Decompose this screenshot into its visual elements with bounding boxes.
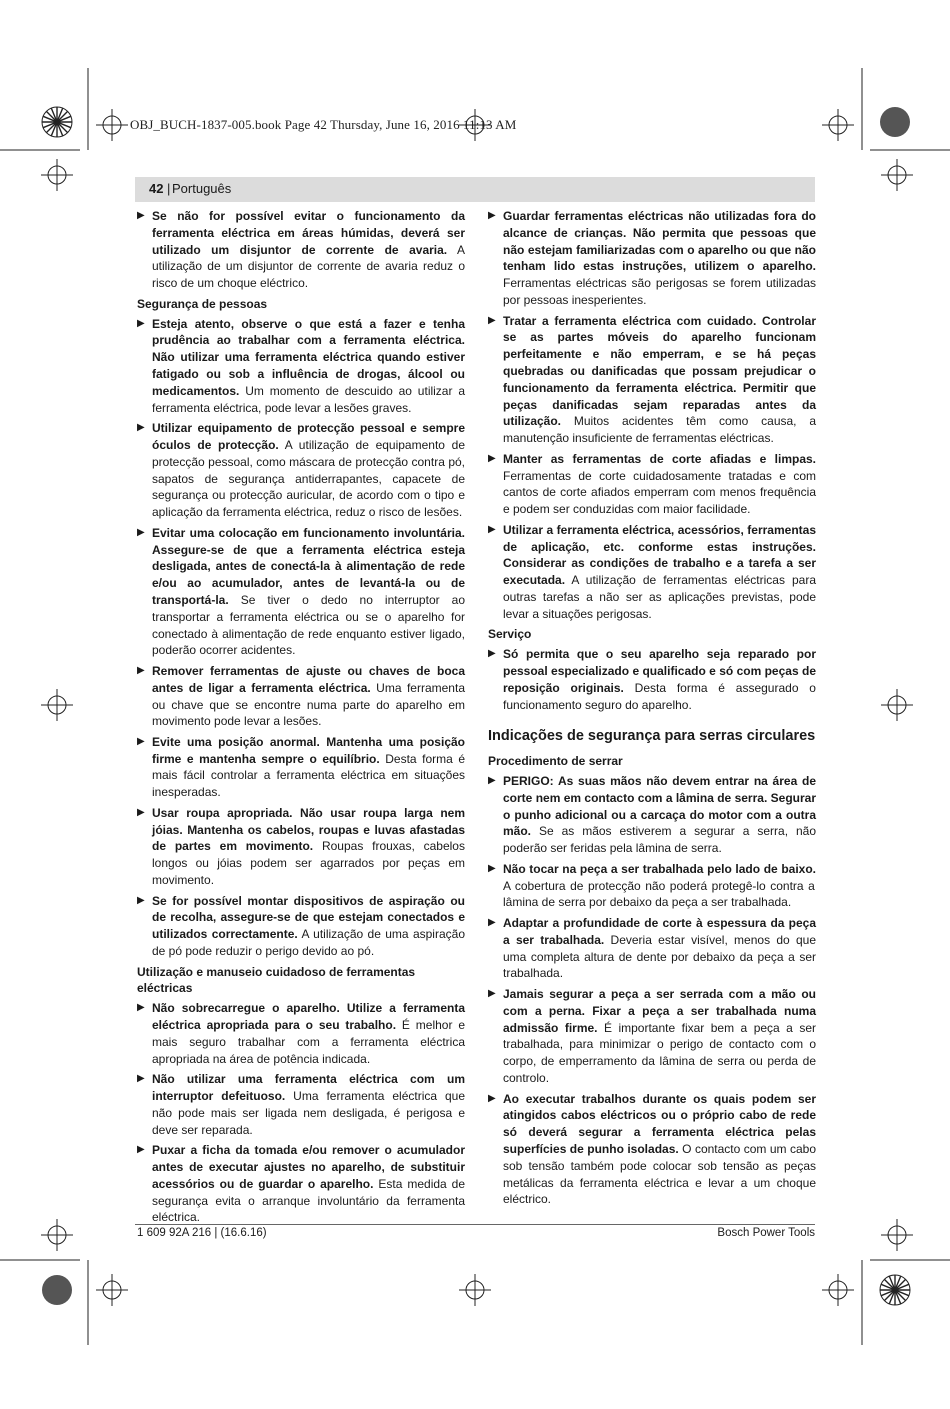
bullet-item: [137, 420, 465, 521]
bullet-bold-text: Utilizar equipamento de protecção pessoal e sempre óculos de protecção.: [152, 421, 465, 452]
right-column: [488, 208, 816, 1212]
bullet-item: [137, 805, 465, 889]
bullet-arrow-icon: ▶: [488, 648, 496, 660]
bullet-item: [488, 773, 816, 857]
bullet-arrow-icon: ▶: [488, 775, 496, 787]
bullet-bold-text: Não sobrecarregue o aparelho. Utilize a ferramenta eléctrica apropriada para o seu trabalho.: [152, 1001, 465, 1033]
bullet-body-text: A utilização de uma aspiração de pó pode reduzir o perigo devido ao pó.: [152, 927, 465, 959]
bullet-item: [137, 525, 465, 659]
bullet-item: [137, 316, 465, 417]
bullet-bold-text: Não utilizar uma ferramenta eléctrica com um interruptor defeituoso.: [152, 1072, 465, 1104]
bullet-arrow-icon: ▶: [137, 1002, 145, 1014]
section-title: Indicações de segurança para serras circulares: [488, 728, 816, 745]
bullet-bold-text: Só permita que o seu aparelho seja reparado por pessoal especializado e qualificado e só com peças de reposição originais.: [503, 647, 816, 695]
bullet-body-text: Roupas frouxas, cabelos longos ou jóias podem ser agarrados por peças em movimento.: [152, 839, 465, 888]
bullet-arrow-icon: ▶: [488, 988, 496, 1000]
footer-doc-number: 1 609 92A 216 | (16.6.16): [137, 1227, 267, 1239]
bullet-bold-text: Se for possível montar dispositivos de aspiração ou de recolha, assegure-se de que estejam conectados e utilizados correctamente.: [152, 893, 465, 942]
subheading: Serviço: [488, 627, 532, 642]
bullet-item: [488, 915, 816, 982]
bullet-bold-text: Manter as ferramentas de corte afiadas e limpas.: [503, 451, 816, 466]
bullet-body-text: Desta forma é assegurado o funcionamento seguro do aparelho.: [503, 680, 816, 712]
subheading: Utilização e manuseio cuidadoso de ferramentas eléctricas: [137, 964, 416, 996]
bullet-arrow-icon: ▶: [137, 1144, 145, 1156]
bullet-item: [137, 893, 465, 960]
footer-brand: Bosch Power Tools: [717, 1227, 815, 1239]
bullet-item: [488, 986, 816, 1087]
bullet-item: [137, 734, 465, 801]
bullet-body-text: A utilização de um disjuntor de corrente de avaria reduz o risco de um choque eléctrico.: [152, 242, 465, 291]
left-column: [137, 208, 465, 1230]
bullet-body-text: Desta forma é mais fácil controlar a ferramenta eléctrica em situações inesperadas.: [152, 751, 465, 800]
bullet-item: [137, 208, 465, 292]
bullet-bold-text: Usar roupa apropriada. Não usar roupa larga nem jóias. Mantenha os cabelos, roupas e luvas afastadas de partes em movimento.: [152, 805, 465, 854]
bullet-arrow-icon: ▶: [137, 735, 145, 747]
bullet-arrow-icon: ▶: [137, 526, 145, 538]
bullet-body-text: O contacto com um cabo sob tensão também pode colocar sob tensão as peças metálicas da ferramenta eléctrica e levar a um choque eléctrico.: [503, 1142, 816, 1207]
page-number: 42: [149, 181, 164, 196]
bullet-bold-text: Não tocar na peça a ser trabalhada pelo lado de baixo.: [503, 861, 816, 876]
bullet-body-text: Muitos acidentes têm como causa, a manutenção insuficiente de ferramentas eléctricas.: [503, 414, 816, 446]
bullet-item: [488, 522, 816, 623]
bullet-body-text: A cobertura de protecção não poderá protegê-lo contra a lâmina de serra por debaixo da peça a ser trabalhada.: [503, 878, 815, 910]
bullet-body-text: Um momento de descuido ao utilizar a ferramenta eléctrica, pode levar a lesões graves.: [152, 383, 465, 415]
bullet-arrow-icon: ▶: [137, 317, 145, 329]
bullet-item: [488, 861, 816, 911]
bullet-arrow-icon: ▶: [137, 1073, 145, 1085]
bullet-body-text: A utilização de equipamento de protecção pessoal, como máscara de protecção contra pó, sapatos de segurança antiderrapantes, capacete de segurança ou protecção auricular, de acordo com o tipo e aplicação da ferramenta eléctrica, reduz o risco de lesões.: [152, 437, 465, 520]
bullet-arrow-icon: ▶: [488, 917, 496, 929]
bullet-bold-text: Ao executar trabalhos durante os quais podem ser atingidos cabos eléctricos ou o próprio cabo de rede só deverá segurar a ferramenta eléctrica pelas superfícies de punho isoladas.: [503, 1091, 816, 1157]
bullet-item: [137, 663, 465, 730]
bullet-body-text: É importante fixar bem a peça a ser trabalhada, para minimizar o perigo de contacto com o corpo, de emperramento da lâmina de serra ou perda de controlo.: [503, 1020, 816, 1086]
bullet-bold-text: Se não for possível evitar o funcionamento da ferramenta eléctrica em áreas húmidas, deverá ser utilizado um disjuntor de corrente de avaria.: [152, 209, 465, 257]
subheading: Procedimento de serrar: [488, 754, 623, 769]
bullet-arrow-icon: ▶: [488, 210, 496, 221]
bullet-bold-text: Guardar ferramentas eléctricas não utilizadas fora do alcance de crianças. Não permita que pessoas que não estejam familiarizadas com o aparelho ou que não tenham lido estas instruções, utilizem o aparelho.: [503, 209, 816, 274]
bullet-bold-text: Remover ferramentas de ajuste ou chaves de boca antes de ligar a ferramenta eléctrica.: [152, 663, 465, 695]
bullet-bold-text: Adaptar a profundidade de corte à espessura da peça a ser trabalhada.: [503, 916, 816, 947]
page-header-separator: |: [167, 181, 171, 196]
subheading: Segurança de pessoas: [137, 296, 268, 311]
bullet-item: [137, 1071, 465, 1138]
bullet-bold-text: Jamais segurar a peça a ser serrada com a mão ou com a perna. Fixar a peça a ser trabalhada numa admissão firme.: [503, 987, 816, 1035]
footer-rule: [135, 1224, 815, 1225]
bullet-bold-text: Evite uma posição anormal. Mantenha uma posição firme e mantenha sempre o equilíbrio.: [152, 734, 465, 766]
bullet-arrow-icon: ▶: [137, 664, 145, 676]
bullet-body-text: Ferramentas de corte cuidadosamente tratadas e com cantos de corte afiados emperram com menos frequência e podem ser conduzidas com maior facilidade.: [503, 468, 816, 517]
bullet-arrow-icon: ▶: [488, 1092, 496, 1104]
bullet-arrow-icon: ▶: [488, 452, 496, 464]
bullet-body-text: Se tiver o dedo no interruptor ao transportar a ferramenta eléctrica ou se o aparelho for conectado à alimentação de rede enquanto estiver ligado, poderão ocorrer acidentes.: [152, 592, 465, 658]
bullet-bold-text: Tratar a ferramenta eléctrica com cuidado. Controlar se as partes móveis do aparelho funcionam perfeitamente e não emperram, e se há peças quebradas ou danificadas que possam prejudicar o funcionamento da ferramenta eléctrica. Permitir que peças danificadas sejam reparadas antes da utilização.: [503, 313, 816, 429]
bullet-bold-text: Utilizar a ferramenta eléctrica, acessórios, ferramentas de aplicação, etc. conforme estas instruções. Considerar as condições de trabalho e a tarefa a ser executada.: [503, 522, 816, 588]
bullet-arrow-icon: ▶: [488, 523, 496, 535]
bullet-body-text: Deveria estar visível, menos do que uma completa altura de dente por debaixo da peça a ser trabalhada.: [503, 932, 816, 981]
bullet-arrow-icon: ▶: [488, 314, 496, 326]
bullet-body-text: Uma ferramenta ou chave que se encontre numa parte do aparelho em movimento pode levar a lesões.: [152, 680, 465, 729]
bullet-bold-text: PERIGO: As suas mãos não devem entrar na área de corte nem em contacto com a lâmina de serra. Segurar o punho adicional ou a carcaça do motor com a outra mão.: [503, 774, 816, 839]
bullet-arrow-icon: ▶: [137, 422, 145, 434]
bullet-arrow-icon: ▶: [137, 806, 145, 818]
bullet-item: [488, 208, 816, 309]
bullet-arrow-icon: ▶: [137, 210, 145, 221]
bullet-item: [488, 313, 816, 447]
bullet-item: [488, 646, 816, 713]
bullet-bold-text: Evitar uma colocação em funcionamento involuntária. Assegure-se de que a ferramenta eléctrica esteja desligada, antes de conectá-la à alimentação de rede e/ou ao acumulador, antes de levantá-la ou de transportá-la.: [152, 525, 465, 607]
bullet-body-text: Ferramentas eléctricas são perigosas se forem utilizadas por pessoas inesperientes.: [503, 276, 816, 307]
bullet-item: [488, 1091, 816, 1209]
bullet-item: [137, 1142, 465, 1226]
bullet-item: [137, 1000, 465, 1067]
page-header-bar: [135, 177, 815, 202]
bullet-body-text: Uma ferramenta eléctrica que não pode mais ser ligada nem desligada, é perigosa e deve ser reparada.: [152, 1089, 466, 1137]
bullet-body-text: É melhor e mais seguro trabalhar com a ferramenta eléctrica apropriada na área de potência indicada.: [152, 1018, 466, 1066]
bullet-bold-text: Esteja atento, observe o que está a fazer e tenha prudência ao trabalhar com a ferramenta eléctrica. Não utilizar uma ferramenta eléctrica quando estiver fatigado ou sob a influência de drogas, álcool ou medicamentos.: [152, 316, 465, 398]
book-header: OBJ_BUCH-1837-005.book Page 42 Thursday, June 16, 2016 11:13 AM: [130, 117, 517, 132]
bullet-body-text: Esta medida de segurança evita o arranque involuntário da ferramenta eléctrica.: [152, 1176, 465, 1225]
bullet-bold-text: Puxar a ficha da tomada e/ou remover o acumulador antes de executar ajustes no aparelho, de substituir acessórios ou de guardar o aparelho.: [152, 1143, 465, 1191]
bullet-arrow-icon: ▶: [488, 862, 496, 874]
bullet-body-text: A utilização de ferramentas eléctricas para outras tarefas a não ser as aplicações previstas, pode levar a situações perigosas.: [503, 573, 816, 621]
bullet-body-text: Se as mãos estiverem a segurar a serra, não poderão ser feridas pela lâmina de serra.: [503, 824, 816, 856]
bullet-item: [488, 451, 816, 518]
bullet-arrow-icon: ▶: [137, 894, 145, 906]
page-language: Português: [172, 181, 232, 196]
